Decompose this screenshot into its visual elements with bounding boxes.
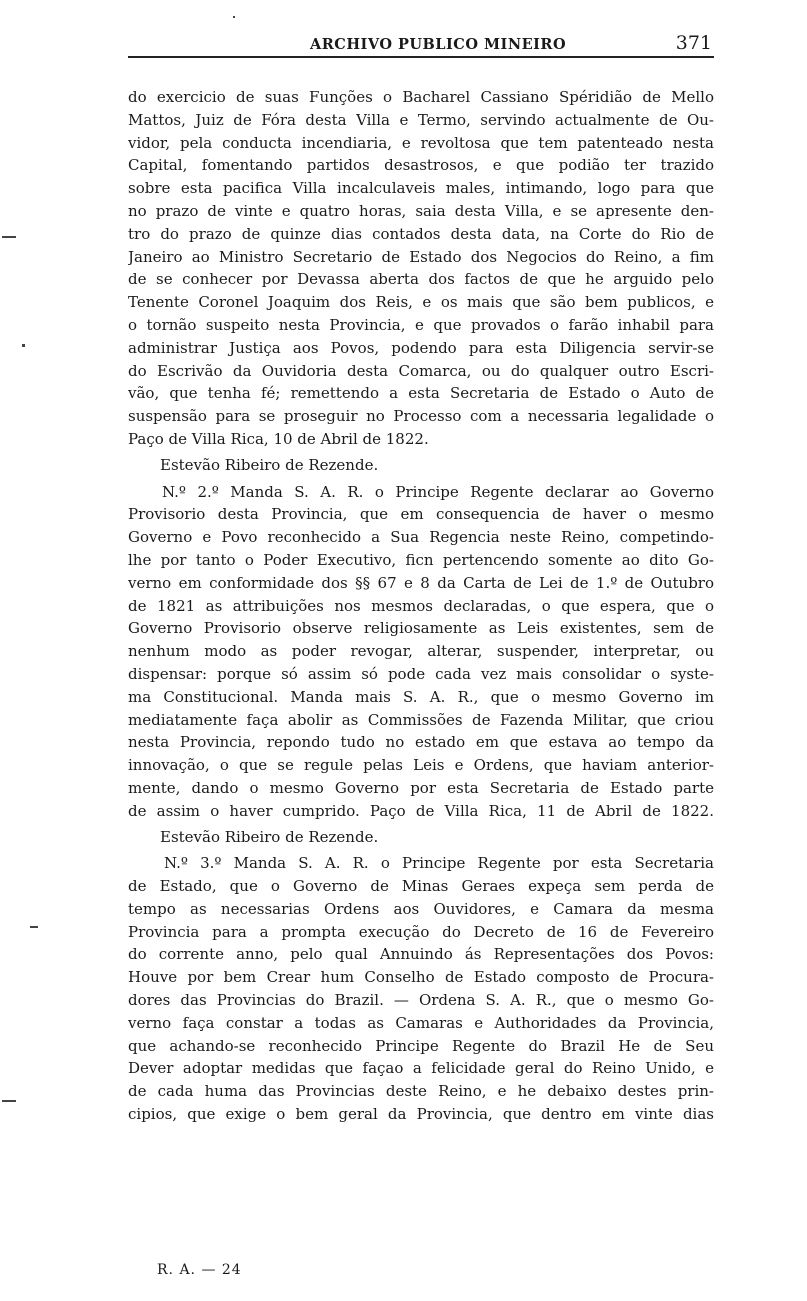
text-line: administrar Justiça aos Povos, podendo para esta Diligencia servir-se — [128, 338, 714, 357]
text-line: que achando-se reconhecido Principe Regente do Brazil He de Seu — [128, 1036, 714, 1055]
text-line: sobre esta pacifica Villa incalculaveis males, intimando, logo para que — [128, 179, 714, 198]
text-line: verno faça constar a todas as Camaras e Authoridades da Provincia, — [128, 1013, 714, 1032]
text-line: Governo Provisorio observe religiosamente as Leis existentes, sem de — [128, 619, 714, 638]
text-line: tempo as necessarias Ordens aos Ouvidores, e Camara da mesma — [128, 899, 714, 918]
text-line: do exercicio de suas Funções o Bacharel Cassiano Spéridião de Mello — [128, 88, 714, 106]
text-line: lhe por tanto o Poder Executivo, ficn pertencendo somente ao dito Go- — [128, 550, 714, 569]
text-line: verno em conformidade dos §§ 67 e 8 da Carta de Lei de 1.º de Outubro — [128, 573, 714, 592]
text-line: nesta Provincia, repondo tudo no estado em que estava ao tempo da — [128, 733, 714, 752]
header-rule — [128, 56, 714, 58]
text-line: nenhum modo as poder revogar, alterar, suspender, interpretar, ou — [128, 642, 714, 661]
margin-speck — [22, 344, 25, 347]
text-line: do Escrivão da Ouvidoria desta Comarca, ou do qualquer outro Escri- — [128, 361, 714, 380]
signature-line: Estevão Ribeiro de Rezende. — [160, 827, 379, 846]
text-line: cipios, que exige o bem geral da Provincia, que dentro em vinte dias — [128, 1105, 714, 1124]
text-line: de assim o haver cumprido. Paço de Villa Rica, 11 de Abril de 1822. — [128, 801, 714, 820]
text-line: no prazo de vinte e quatro horas, saia desta Villa, e se apresente den- — [128, 201, 714, 220]
text-line: Janeiro ao Ministro Secretario de Estado dos Negocios do Reino, a fim — [128, 247, 714, 266]
text-line: vão, que tenha fé; remettendo a esta Secretaria de Estado o Auto de — [128, 384, 714, 403]
text-line: Governo e Povo reconhecido a Sua Regencia neste Reino, competindo- — [128, 528, 714, 547]
text-line: Tenente Coronel Joaquim dos Reis, e os mais que são bem publicos, e — [128, 293, 714, 312]
text-line: Provisorio desta Provincia, que em consequencia de haver o mesmo — [128, 505, 714, 524]
text-line: suspensão para se proseguir no Processo com a necessaria legalidade o — [128, 407, 714, 426]
text-line: vidor, pela conducta incendiaria, e revoltosa que tem patenteado nesta — [128, 133, 714, 152]
text-line: dores das Provincias do Brazil. — Ordena S. A. R., que o mesmo Go- — [128, 991, 714, 1010]
text-line: tro do prazo de quinze dias contados desta data, na Corte do Rio de — [128, 224, 714, 243]
text-line: dispensar: porque só assim só pode cada vez mais consolidar o syste- — [128, 664, 714, 683]
text-line: N.º 2.º Manda S. A. R. o Principe Regente declarar ao Governo — [162, 482, 714, 501]
text-line: innovação, o que se regule pelas Leis e Ordens, que haviam anterior- — [128, 756, 714, 775]
text-line: N.º 3.º Manda S. A. R. o Principe Regente por esta Secretaria — [164, 854, 714, 873]
text-line: Mattos, Juiz de Fóra desta Villa e Termo, servindo actualmente de Ou- — [128, 110, 714, 129]
text-line: mediatamente faça abolir as Commissões de Fazenda Militar, que criou — [128, 710, 714, 729]
text-line: Houve por bem Crear hum Conselho de Estado composto de Procura- — [128, 968, 714, 987]
text-line: de 1821 as attribuições nos mesmos declaradas, o que espera, que o — [128, 596, 714, 615]
margin-speck — [233, 16, 235, 18]
signature-mark: R. A. — 24 — [157, 1262, 242, 1278]
signature-line: Estevão Ribeiro de Rezende. — [160, 455, 379, 474]
body-text — [128, 86, 714, 1126]
page-header — [128, 30, 714, 58]
text-line: de Estado, que o Governo de Minas Geraes expeça sem perda de — [128, 877, 714, 896]
text-line: Paço de Villa Rica, 10 de Abril de 1822. — [128, 429, 429, 448]
margin-speck — [2, 236, 16, 238]
text-line: o tornão suspeito nesta Provincia, e que provados o farão inhabil para — [128, 315, 714, 334]
text-line: de se conhecer por Devassa aberta dos factos de que he arguido pelo — [128, 270, 714, 289]
text-line: do corrente anno, pelo qual Annuindo ás Representações dos Povos: — [128, 945, 714, 964]
text-line: Provincia para a prompta execução do Decreto de 16 de Fevereiro — [128, 922, 714, 941]
text-line: Capital, fomentando partidos desastrosos, e que podião ter trazido — [128, 156, 714, 175]
text-line: de cada huma das Provincias deste Reino, e he debaixo destes prin- — [128, 1082, 714, 1101]
running-title: ARCHIVO PUBLICO MINEIRO — [310, 36, 567, 53]
margin-speck — [2, 1100, 16, 1102]
text-line: ma Constitucional. Manda mais S. A. R., que o mesmo Governo im — [128, 687, 714, 706]
page-number: 371 — [675, 32, 712, 54]
text-line: Dever adoptar medidas que façao a felicidade geral do Reino Unido, e — [128, 1059, 714, 1078]
text-line: mente, dando o mesmo Governo por esta Secretaria de Estado parte — [128, 778, 714, 797]
margin-speck — [30, 926, 38, 928]
